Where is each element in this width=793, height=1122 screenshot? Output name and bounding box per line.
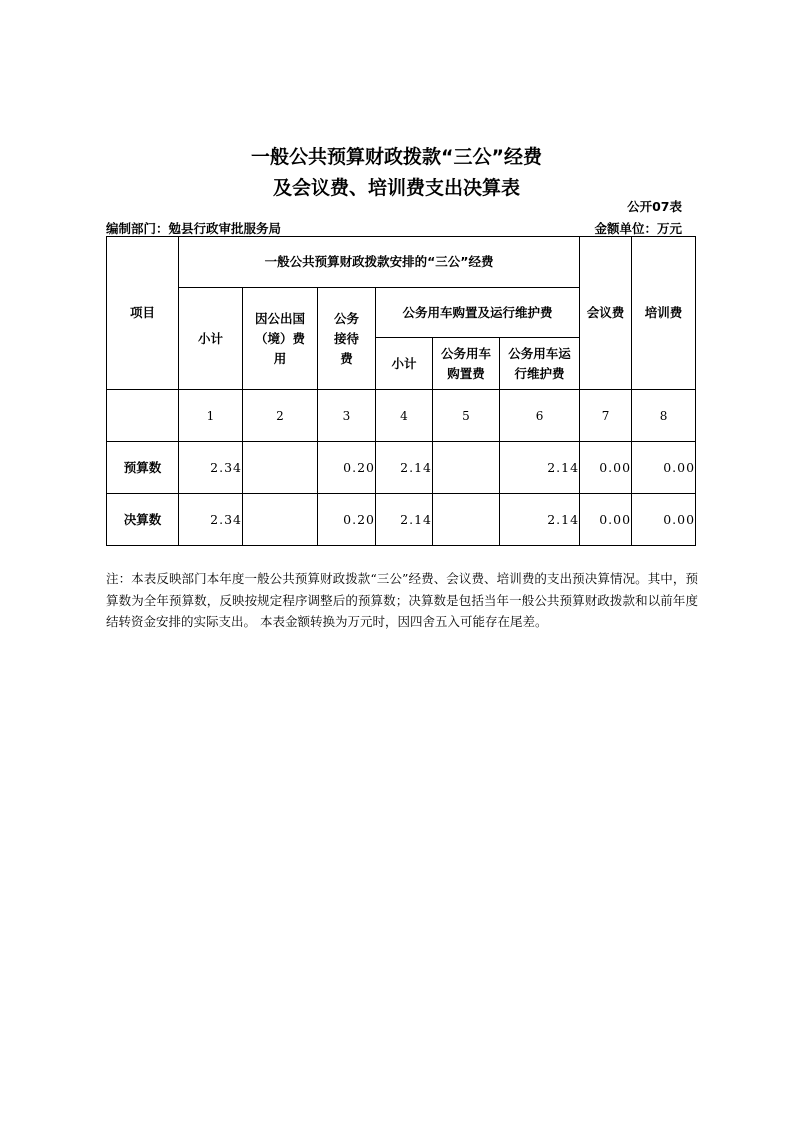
report-title-line1: 一般公共预算财政拨款“三公”经费 <box>251 146 542 168</box>
cell-training: 0.00 <box>632 494 696 546</box>
column-index: 3 <box>318 390 376 442</box>
column-index: 6 <box>500 390 580 442</box>
form-number: 公开07表 <box>627 199 682 214</box>
column-index: 4 <box>376 390 433 442</box>
header-meeting: 会议费 <box>580 237 632 390</box>
cell-abroad <box>243 494 318 546</box>
expenditure-table <box>106 236 696 546</box>
header-reception <box>318 288 376 390</box>
report-title-line2: 及会议费、培训费支出决算表 <box>272 177 520 199</box>
header-reception-text: 公务接待费 <box>333 310 359 366</box>
department-label: 编制部门：勉县行政审批服务局 <box>106 221 282 236</box>
cell-reception: 0.20 <box>318 494 376 546</box>
cell-subtotal: 2.34 <box>179 442 243 494</box>
header-vehicle-subtotal: 小计 <box>376 338 433 390</box>
cell-reception: 0.20 <box>318 442 376 494</box>
cell-training: 0.00 <box>632 442 696 494</box>
cell-subtotal: 2.34 <box>179 494 243 546</box>
header-vehicle-group: 公务用车购置及运行维护费 <box>376 288 580 338</box>
header-abroad <box>243 288 318 390</box>
cell-vehicle-maintenance: 2.14 <box>500 494 580 546</box>
footnote: 注：本表反映部门本年度一般公共预算财政拨款“三公”经费、会议费、培训费的支出预决算情况。其中，预算数为全年预算数，反映按规定程序调整后的预算数；决算数是包括当年一般公共预算财政拨款和以前年度结转资金安排的实际支出。 本表金额转换为万元时，因四舍五入可能存在尾差。 <box>106 571 698 629</box>
column-index: 2 <box>243 390 318 442</box>
column-index: 5 <box>433 390 500 442</box>
cell-abroad <box>243 442 318 494</box>
cell-vehicle-purchase <box>433 442 500 494</box>
cell-vehicle-purchase <box>433 494 500 546</box>
header-sangong-group: 一般公共预算财政拨款安排的“三公”经费 <box>179 237 580 288</box>
cell-meeting: 0.00 <box>580 442 632 494</box>
cell-meeting: 0.00 <box>580 494 632 546</box>
row-label: 决算数 <box>107 494 179 546</box>
table-row-final <box>107 494 696 546</box>
column-index: 1 <box>179 390 243 442</box>
header-item: 项目 <box>107 237 179 390</box>
column-index: 7 <box>580 390 632 442</box>
cell-vehicle-subtotal: 2.14 <box>376 494 433 546</box>
unit-label: 金额单位：万元 <box>594 221 682 236</box>
header-vehicle-purchase <box>433 338 500 390</box>
header-abroad-text: 因公出国（境）费用 <box>254 310 305 366</box>
header-vehicle-purchase-text: 公务用车购置费 <box>440 345 491 381</box>
cell-vehicle-subtotal: 2.14 <box>376 442 433 494</box>
cell-vehicle-maintenance: 2.14 <box>500 442 580 494</box>
row-label: 预算数 <box>107 442 179 494</box>
index-blank <box>107 390 179 442</box>
table-row-budget <box>107 442 696 494</box>
header-subtotal: 小计 <box>179 288 243 390</box>
column-index: 8 <box>632 390 696 442</box>
header-vehicle-maintenance-text: 公务用车运行维护费 <box>508 345 571 381</box>
header-vehicle-maintenance <box>500 338 580 390</box>
header-training: 培训费 <box>632 237 696 390</box>
